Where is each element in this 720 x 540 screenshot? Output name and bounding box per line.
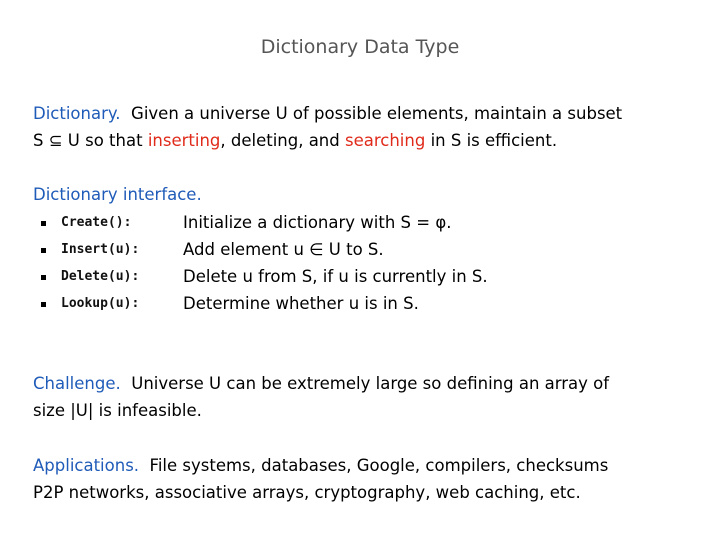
list-item-delete: [33, 263, 693, 290]
operation-description: Delete u from S, if u is currently in S.: [183, 267, 488, 286]
dictionary-line-2: [33, 127, 693, 154]
page-title: Dictionary Data Type: [260, 36, 460, 58]
bullet-icon: [41, 221, 46, 226]
applications-line-2: P2P networks, associative arrays, cryptography, web caching, etc.: [33, 483, 581, 502]
operation-code: Create():: [61, 215, 132, 230]
operation-code: Delete(u):: [61, 269, 140, 284]
operation-code: Lookup(u):: [61, 296, 140, 311]
dictionary-line-1: [33, 100, 693, 127]
challenge-paragraph: [33, 370, 693, 424]
operation-code: Insert(u):: [61, 242, 140, 257]
operation-description: Initialize a dictionary with S = φ.: [183, 213, 452, 232]
operation-description: Add element u ∈ U to S.: [183, 240, 384, 259]
dictionary-text-2-mid: , deleting, and: [220, 131, 345, 150]
dictionary-label: Dictionary.: [33, 104, 121, 123]
dictionary-text-2-pre: S ⊆ U so that: [33, 131, 148, 150]
applications-label: Applications.: [33, 456, 140, 475]
applications-paragraph: [33, 452, 693, 506]
dictionary-paragraph: [33, 100, 693, 154]
inserting-word: inserting: [147, 131, 221, 150]
list-item-lookup: [33, 290, 693, 317]
interface-heading: Dictionary interface.: [33, 185, 202, 204]
list-item-insert: [33, 236, 693, 263]
list-item-create: [33, 209, 693, 236]
searching-word: searching: [345, 131, 426, 150]
bullet-icon: [41, 248, 46, 253]
applications-text-1: File systems, databases, Google, compilers, checksums: [149, 456, 609, 475]
dictionary-text-2-post: in S is efficient.: [425, 131, 558, 150]
operation-description: Determine whether u is in S.: [183, 294, 419, 313]
applications-line-1: [33, 452, 693, 479]
challenge-line-2: size |U| is infeasible.: [33, 401, 202, 420]
bullet-icon: [41, 275, 46, 280]
bullet-icon: [41, 302, 46, 307]
interface-list: [33, 209, 693, 317]
challenge-text-1: Universe U can be extremely large so defining an array of: [131, 374, 610, 393]
dictionary-text-1: Given a universe U of possible elements, maintain a subset: [131, 104, 623, 123]
challenge-label: Challenge.: [33, 374, 121, 393]
challenge-line-1: [33, 370, 693, 397]
